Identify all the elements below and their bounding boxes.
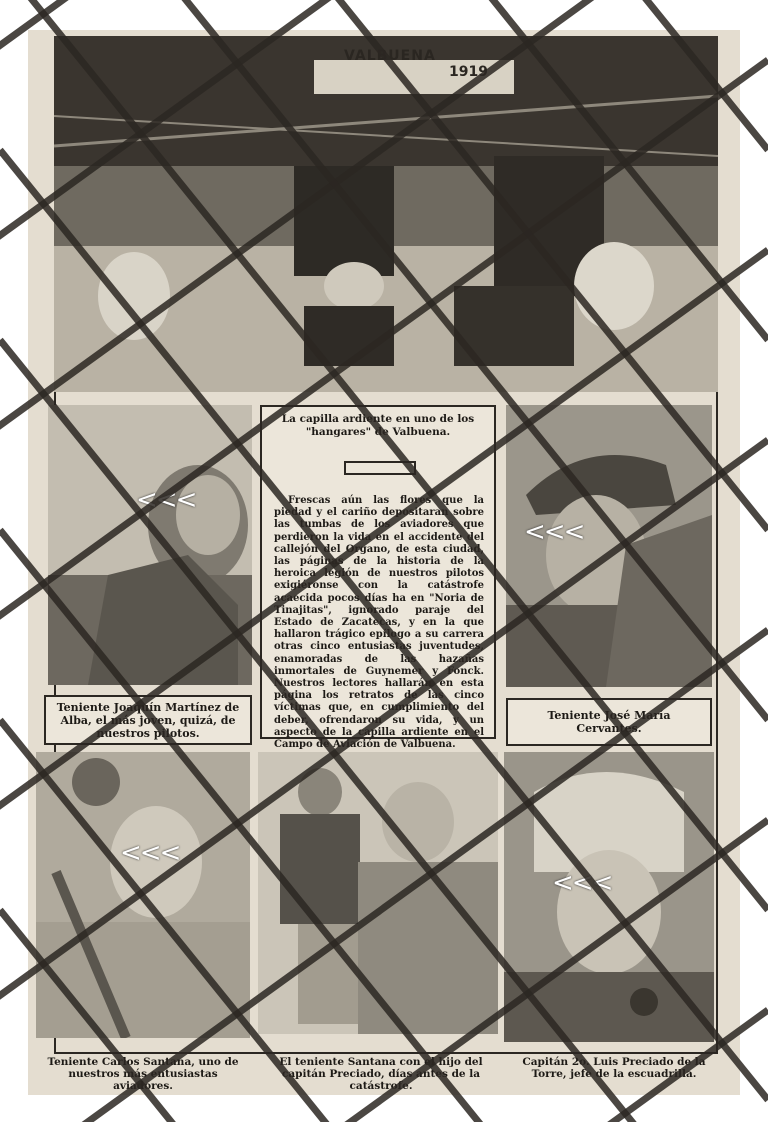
caption-santana: Teniente Carlos Santana, uno de nuestros más entusiastas aviadores. bbox=[47, 1056, 239, 1092]
portrait-santana bbox=[36, 752, 250, 1038]
photo-santana-with-child bbox=[258, 752, 498, 1034]
article-box bbox=[260, 405, 496, 751]
hangar-caption: La capilla ardiente en uno de los "hangares" de Valbuena. bbox=[281, 413, 475, 438]
caption-preciado: Capitán 2o. Luis Preciado de la Torre, jefe de la escuadrilla. bbox=[522, 1056, 706, 1080]
caption-santana-with-child: El teniente Santana con el hijo del capitán Preciado, días antes de la catástrofe. bbox=[279, 1056, 483, 1092]
article-body: Frescas aún las flores que la piedad y el cariño depositaran sobre las tumbas de los aviadores que perdieron la vida en el accidente del callejón del Organo, de esta ciudad, las páginas de la historia de la heroica legión de nuestros pilotos exigiéronse con la catástrofe acaecida pocos días ha en "Noria de Tinajitas", ignorado paraje del Estado de Zacatecas, y en la que hallaron trágico epílogo a su carrera otras cinco entusiastas juventudes, enamoradas de las hazañas inmortales de Guynemer y Fonck. Nuestros lectores hallarán en esta página los retratos de las cinco víctimas que, en cumplimiento del deber, ofrendaron su vida, y un aspecto de la capilla ardiente en el Campo de Aviación de Valbuena. bbox=[274, 495, 484, 751]
marker-arrows: <<< bbox=[524, 517, 584, 547]
caption-martinez: Teniente Joaquín Martínez de Alba, el más joven, quizá, de nuestros pilotos. bbox=[44, 695, 252, 745]
banner-year: 1919 bbox=[449, 64, 488, 80]
decorative-rule bbox=[344, 461, 416, 475]
portrait-cervantes bbox=[506, 405, 712, 687]
banner-text: VALBUENA bbox=[344, 48, 436, 64]
portrait-preciado bbox=[504, 752, 714, 1042]
marker-arrows: <<< bbox=[120, 838, 180, 868]
portrait-martinez bbox=[48, 405, 252, 685]
hangar-photo bbox=[54, 36, 718, 392]
caption-cervantes: Teniente José María Cervantes. bbox=[506, 698, 712, 746]
marker-arrows: <<< bbox=[136, 485, 196, 515]
marker-arrows: <<< bbox=[552, 868, 612, 898]
